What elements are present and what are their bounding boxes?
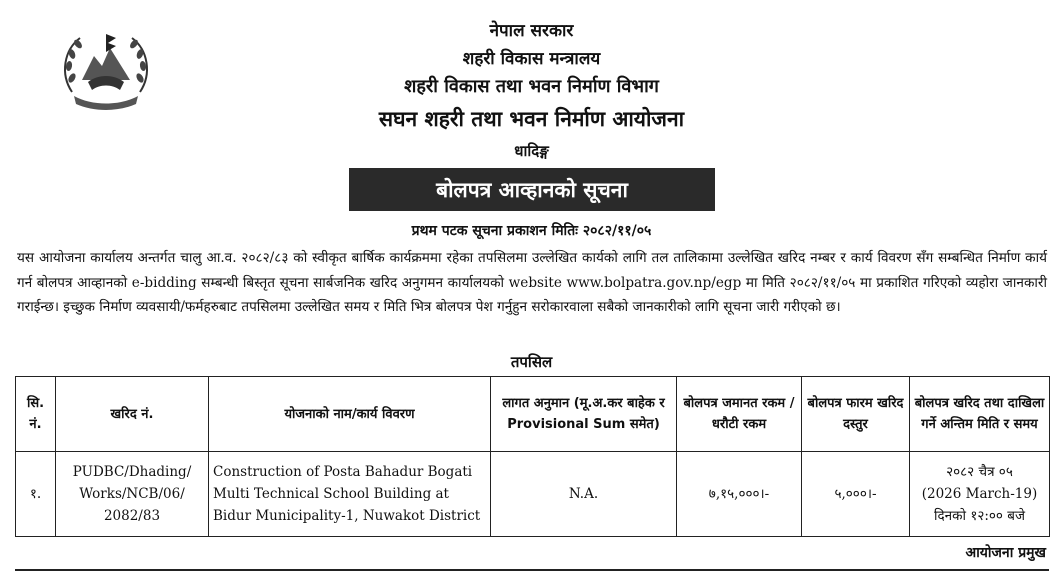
bottom-divider: [15, 569, 1049, 571]
cell-bid-security: ७,१५,०००।-: [677, 452, 802, 537]
col-header-form-fee: बोलपत्र फारम खरिद दस्तुर: [802, 377, 910, 452]
header-project-name: सघन शहरी तथा भवन निर्माण आयोजना: [378, 107, 685, 131]
notice-title-banner: [349, 168, 715, 211]
signature-project-chief: आयोजना प्रमुख: [965, 545, 1046, 561]
header-government-name: नेपाल सरकार: [489, 21, 574, 41]
cell-cost-estimate: N.A.: [491, 452, 677, 537]
col-header-serial: सि. नं.: [16, 377, 56, 452]
notice-title: बोलपत्र आव्हानको सूचना: [436, 177, 628, 202]
header-department-name: शहरी विकास तथा भवन निर्माण विभाग: [404, 76, 659, 97]
cell-description: Construction of Posta Bahadur Bogati Multi Technical School Building at Bidur Municipality-1, Nuwakot District: [209, 452, 491, 537]
deadline-date-ad: (2026 March-19): [921, 486, 1038, 502]
header-ministry-name: शहरी विकास मन्त्रालय: [462, 49, 601, 69]
deadline-time: दिनको १२:०० बजे: [934, 508, 1025, 524]
col-header-bid-security: बोलपत्र जमानत रकम /धरौटी रकम: [677, 377, 802, 452]
publish-date: प्रथम पटक सूचना प्रकाशन मितिः २०८२/११/०५: [411, 223, 652, 239]
col-header-deadline: बोलपत्र खरिद तथा दाखिला गर्ने अन्तिम मिति र समय: [910, 377, 1050, 452]
cell-serial: १.: [16, 452, 56, 537]
deadline-date-bs: २०८२ चैत्र ०५: [946, 464, 1013, 480]
col-header-procurement-no: खरिद नं.: [56, 377, 209, 452]
cell-form-fee: ५,०००।-: [802, 452, 910, 537]
cell-deadline: [910, 452, 1050, 537]
table-header-row: [16, 377, 1050, 452]
col-header-description: योजनाको नाम/कार्य विवरण: [209, 377, 491, 452]
bid-details-table: [15, 376, 1050, 537]
notice-body: यस आयोजना कार्यालय अन्तर्गत चालु आ.व. २०८२/८३ को स्वीकृत बार्षिक कार्यक्रममा रहेका तपसिलमा उल्लेखित कार्यको लागि तल तालिकामा उल्लेखित खरिद नम्बर र कार्य विवरण सँग सम्बन्धित निर्माण कार्य गर्न बोलपत्र आव्हानको e-bidding सम्बन्धी बिस्तृत सूचना सार्बजनिक खरिद अनुगमन कार्यालयको website www.bolpatra.gov.np/egp मा मिति २०८२/११/०५ मा प्रकाशित गरिएको व्यहोरा जानकारी गराईन्छ। इच्छुक निर्माण व्यवसायी/फर्महरुबाट तपसिलमा उल्लेखित समय र मिति भित्र बोलपत्र पेश गर्नुहुन सरोकारवाला सबैको जानकारीको लागि सूचना जारी गरीएको छ।: [17, 250, 1047, 315]
table-caption: तपसिल: [510, 353, 553, 371]
header-location: धादिङ्ग: [514, 142, 549, 160]
table-row: [16, 452, 1050, 537]
col-header-cost-estimate: लागत अनुमान (मू.अ.कर बाहेक र Provisional Sum समेत): [491, 377, 677, 452]
cell-procurement-no: PUDBC/Dhading/ Works/NCB/06/ 2082/83: [56, 452, 209, 537]
